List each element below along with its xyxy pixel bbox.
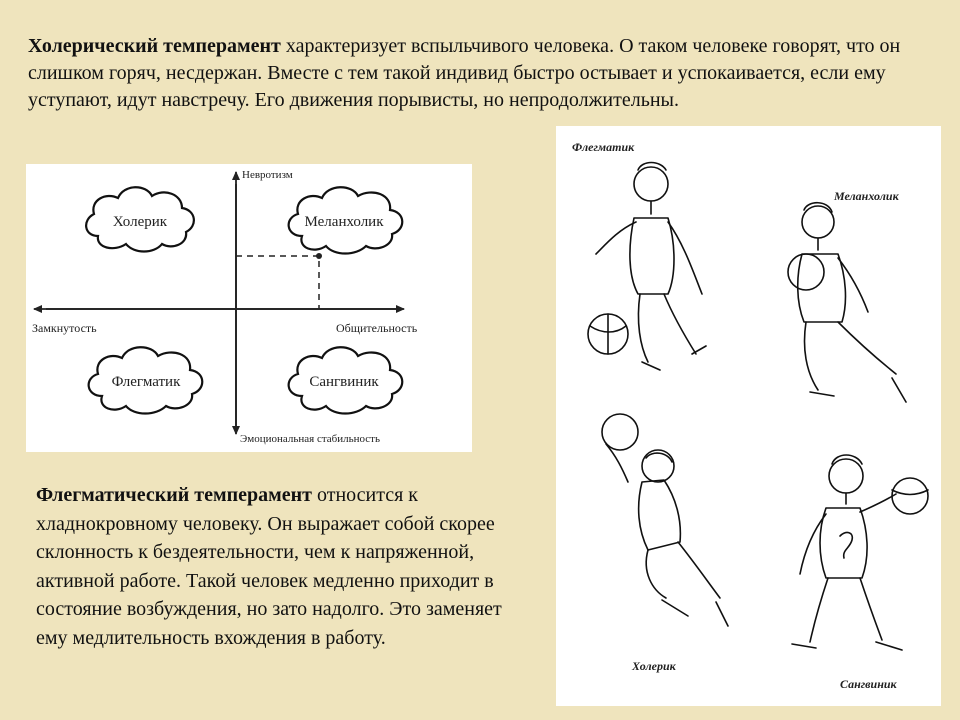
phlegmatic-description: относится к хладнокровному человеку. Он выражает собой скорее склонность к бездеятельности, чем к напряженной, активной работе. Такой человек медленно приходит в состояние возбуждения, но зато надолго. Это заменяет ему медлительность вхождения в работу.	[36, 484, 502, 649]
label-phlegmatic: Флегматик	[111, 374, 181, 390]
label-choleric: Холерик	[112, 214, 168, 230]
choleric-term: Холерический темперамент	[28, 35, 281, 57]
choleric-description: характеризует вспыльчивого человека. О таком человеке говорят, что он слишком горяч, несдержан. Вместе с тем такой индивид быстро остывает и успокаивается, если ему уступают, идут навстречу. Его движения порывисты, но непродолжительны.	[28, 35, 901, 111]
temperament-figures-panel	[556, 126, 941, 706]
label-sanguine-figure: Сангвиник	[840, 677, 897, 691]
label-sanguine: Сангвиник	[309, 374, 379, 390]
phlegmatic-paragraph	[36, 481, 526, 653]
axis-label-bottom: Эмоциональная стабильность	[240, 433, 381, 445]
sanguine-figure	[792, 455, 928, 650]
melancholic-figure	[788, 203, 906, 402]
axis-label-top: Невротизм	[242, 169, 293, 181]
label-choleric-figure: Холерик	[632, 659, 676, 673]
choleric-figure	[602, 414, 728, 626]
axis-label-left: Замкнутость	[32, 321, 97, 335]
label-phlegmatic-figure: Флегматик	[572, 140, 635, 154]
temperament-diagram	[26, 164, 472, 452]
choleric-paragraph	[28, 33, 928, 114]
label-melancholic: Меланхолик	[304, 214, 384, 230]
phlegmatic-figure	[588, 163, 706, 371]
axis-label-right: Общительность	[336, 321, 418, 335]
figures-svg	[556, 126, 941, 706]
diagram-svg	[26, 164, 472, 452]
label-melancholic-figure: Меланхолик	[834, 189, 899, 203]
phlegmatic-term: Флегматический темперамент	[36, 484, 312, 506]
point-marker	[316, 253, 322, 259]
dashed-guide	[236, 256, 319, 309]
